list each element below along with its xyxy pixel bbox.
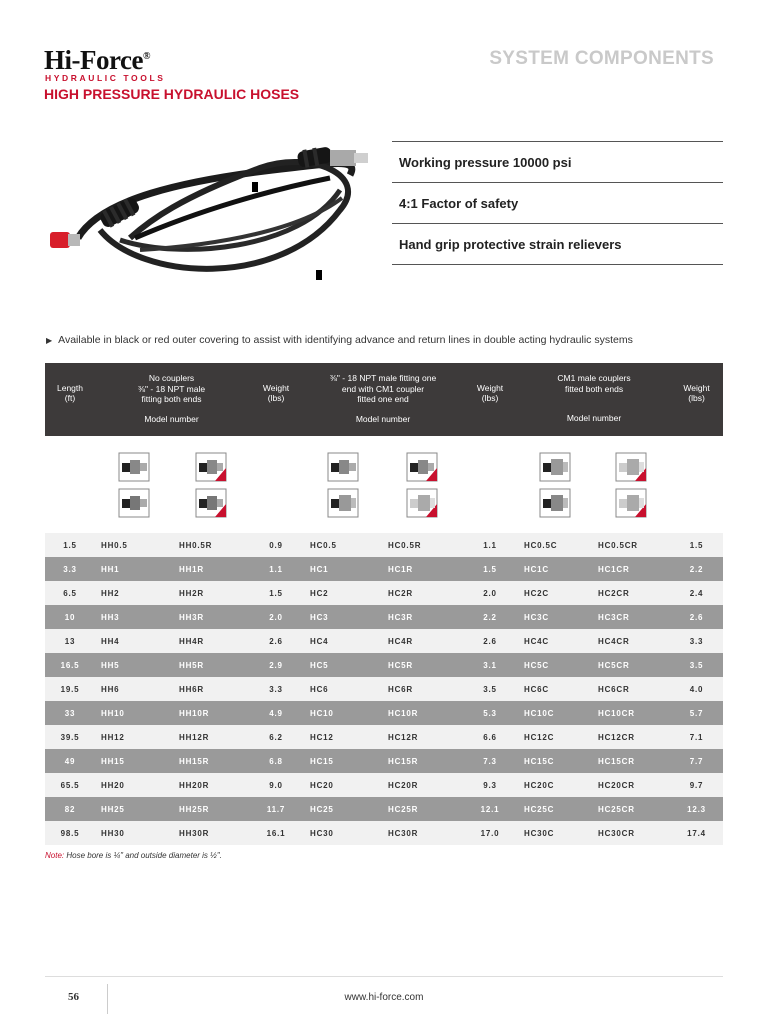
table-cell: HC6CR bbox=[592, 677, 670, 701]
table-cell: HH5R bbox=[173, 653, 248, 677]
table-cell: HH2 bbox=[95, 581, 173, 605]
cm1-couplers-header: CM1 male couplers fitted both ends Model number bbox=[518, 363, 670, 436]
table-cell: 9.3 bbox=[462, 773, 518, 797]
table-cell: 1.1 bbox=[248, 557, 304, 581]
table-cell: HC5C bbox=[518, 653, 592, 677]
table-cell: 6.2 bbox=[248, 725, 304, 749]
table-cell: 17.4 bbox=[670, 821, 723, 845]
table-cell: 2.0 bbox=[462, 581, 518, 605]
table-row bbox=[45, 701, 723, 725]
table-cell: 2.6 bbox=[248, 629, 304, 653]
black-npt-fitting-icon bbox=[118, 452, 150, 482]
table-cell: HH4 bbox=[95, 629, 173, 653]
table-cell: HH3 bbox=[95, 605, 173, 629]
table-row bbox=[45, 653, 723, 677]
page-heading: HIGH PRESSURE HYDRAULIC HOSES bbox=[44, 86, 300, 102]
table-row bbox=[45, 773, 723, 797]
table-cell: HH3R bbox=[173, 605, 248, 629]
feature-item: Working pressure 10000 psi bbox=[392, 142, 723, 183]
page-number: 56 bbox=[68, 991, 79, 1003]
feature-item: 4:1 Factor of safety bbox=[392, 183, 723, 224]
table-cell: HC0.5 bbox=[304, 533, 382, 557]
table-row bbox=[45, 533, 723, 557]
black-cm1-coupler-icon bbox=[327, 488, 359, 518]
table-cell: HC5R bbox=[382, 653, 462, 677]
table-cell: 4.0 bbox=[670, 677, 723, 701]
length-header: Length (ft) bbox=[45, 363, 95, 436]
table-cell: HH30 bbox=[95, 821, 173, 845]
table-cell: HC25 bbox=[304, 797, 382, 821]
table-cell: HH10 bbox=[95, 701, 173, 725]
table-cell: HH10R bbox=[173, 701, 248, 725]
table-row bbox=[45, 677, 723, 701]
table-cell: HH25 bbox=[95, 797, 173, 821]
table-cell: HC30C bbox=[518, 821, 592, 845]
table-cell: HC2CR bbox=[592, 581, 670, 605]
table-cell: HC12R bbox=[382, 725, 462, 749]
table-cell: 2.4 bbox=[670, 581, 723, 605]
table-cell: HC15CR bbox=[592, 749, 670, 773]
brand-logo bbox=[44, 44, 194, 83]
table-cell: HC5 bbox=[304, 653, 382, 677]
table-cell: HC3R bbox=[382, 605, 462, 629]
table-cell: 1.1 bbox=[462, 533, 518, 557]
table-cell: HC30CR bbox=[592, 821, 670, 845]
table-cell: HC1CR bbox=[592, 557, 670, 581]
feature-list bbox=[392, 141, 723, 265]
table-cell: HC6R bbox=[382, 677, 462, 701]
table-cell: 7.3 bbox=[462, 749, 518, 773]
table-cell: 9.0 bbox=[248, 773, 304, 797]
table-cell: 6.8 bbox=[248, 749, 304, 773]
hose-data-rows bbox=[45, 533, 723, 845]
table-cell: HC1C bbox=[518, 557, 592, 581]
table-cell: HC4R bbox=[382, 629, 462, 653]
table-cell: 1.5 bbox=[45, 533, 95, 557]
table-cell: HH20 bbox=[95, 773, 173, 797]
table-cell: 33 bbox=[45, 701, 95, 725]
table-cell: 5.3 bbox=[462, 701, 518, 725]
table-cell: 7.1 bbox=[670, 725, 723, 749]
table-cell: HC3CR bbox=[592, 605, 670, 629]
table-cell: HC4C bbox=[518, 629, 592, 653]
table-cell: 3.1 bbox=[462, 653, 518, 677]
table-cell: 12.1 bbox=[462, 797, 518, 821]
coupler-image-cell bbox=[304, 436, 382, 533]
brand-tagline: HYDRAULIC TOOLS bbox=[45, 73, 166, 83]
one-end-coupler-header: ⅜" - 18 NPT male fitting one end with CM1 coupler fitted one end Model number bbox=[304, 363, 462, 436]
table-cell: 1.5 bbox=[462, 557, 518, 581]
black-npt-fitting-icon bbox=[327, 452, 359, 482]
table-cell: HC15 bbox=[304, 749, 382, 773]
table-cell: HC25C bbox=[518, 797, 592, 821]
model-number-label: Model number bbox=[144, 413, 199, 424]
table-cell: HC3 bbox=[304, 605, 382, 629]
availability-note bbox=[46, 334, 633, 346]
table-cell: HC12C bbox=[518, 725, 592, 749]
footer-url: www.hi-force.com bbox=[344, 992, 424, 1003]
table-cell: 16.5 bbox=[45, 653, 95, 677]
table-cell: HC20C bbox=[518, 773, 592, 797]
table-cell: 11.7 bbox=[248, 797, 304, 821]
table-cell: 82 bbox=[45, 797, 95, 821]
table-cell: 2.6 bbox=[670, 605, 723, 629]
table-cell: HC6C bbox=[518, 677, 592, 701]
red-npt-fitting-icon bbox=[406, 452, 438, 482]
table-cell: 2.6 bbox=[462, 629, 518, 653]
weight-header: Weight (lbs) bbox=[462, 363, 518, 436]
table-cell: 5.7 bbox=[670, 701, 723, 725]
black-cm1-coupler-icon bbox=[539, 452, 571, 482]
table-cell: 2.2 bbox=[670, 557, 723, 581]
table-cell: HC5CR bbox=[592, 653, 670, 677]
table-cell: 3.5 bbox=[670, 653, 723, 677]
table-cell: HC25CR bbox=[592, 797, 670, 821]
table-cell: HH6 bbox=[95, 677, 173, 701]
coupler-image-cell bbox=[592, 436, 670, 533]
table-cell: 1.5 bbox=[670, 533, 723, 557]
table-cell: HC4 bbox=[304, 629, 382, 653]
table-cell: HH0.5 bbox=[95, 533, 173, 557]
table-cell: 3.3 bbox=[45, 557, 95, 581]
table-cell: 10 bbox=[45, 605, 95, 629]
table-row bbox=[45, 749, 723, 773]
table-cell: 6.5 bbox=[45, 581, 95, 605]
table-cell: HH15 bbox=[95, 749, 173, 773]
table-cell: 3.3 bbox=[248, 677, 304, 701]
table-cell: 3.3 bbox=[670, 629, 723, 653]
table-cell: HC2 bbox=[304, 581, 382, 605]
table-cell: 39.5 bbox=[45, 725, 95, 749]
red-cm1-coupler-icon bbox=[406, 488, 438, 518]
table-cell: HH0.5R bbox=[173, 533, 248, 557]
table-cell: HH1 bbox=[95, 557, 173, 581]
black-cm1-coupler-icon bbox=[539, 488, 571, 518]
footer-rule bbox=[45, 976, 723, 977]
table-cell: HH20R bbox=[173, 773, 248, 797]
table-cell: 13 bbox=[45, 629, 95, 653]
table-cell: HC25R bbox=[382, 797, 462, 821]
table-cell: 6.6 bbox=[462, 725, 518, 749]
table-cell: 16.1 bbox=[248, 821, 304, 845]
table-cell: HC0.5R bbox=[382, 533, 462, 557]
table-row bbox=[45, 821, 723, 845]
table-row bbox=[45, 605, 723, 629]
table-row bbox=[45, 629, 723, 653]
table-cell: HC10R bbox=[382, 701, 462, 725]
table-cell: HC30 bbox=[304, 821, 382, 845]
table-cell: HC0.5C bbox=[518, 533, 592, 557]
weight-header: Weight (lbs) bbox=[670, 363, 723, 436]
table-cell: 2.9 bbox=[248, 653, 304, 677]
table-cell: HC10CR bbox=[592, 701, 670, 725]
hose-spec-table bbox=[45, 363, 723, 845]
no-couplers-header: No couplers ⅜" - 18 NPT male fitting both ends Model number bbox=[95, 363, 248, 436]
table-cell: 2.2 bbox=[462, 605, 518, 629]
table-cell: 7.7 bbox=[670, 749, 723, 773]
red-cm1-coupler-icon bbox=[615, 452, 647, 482]
weight-header: Weight (lbs) bbox=[248, 363, 304, 436]
table-cell: HH5 bbox=[95, 653, 173, 677]
table-cell: 1.5 bbox=[248, 581, 304, 605]
note-text: Hose bore is ¼" and outside diameter is ½". bbox=[64, 851, 222, 860]
table-cell: HC1R bbox=[382, 557, 462, 581]
feature-item: Hand grip protective strain relievers bbox=[392, 224, 723, 265]
hose-bore-note bbox=[45, 851, 222, 860]
coupler-image-row bbox=[45, 436, 723, 533]
table-cell: HH25R bbox=[173, 797, 248, 821]
table-cell: HC0.5CR bbox=[592, 533, 670, 557]
table-cell: HC4CR bbox=[592, 629, 670, 653]
table-cell: HH1R bbox=[173, 557, 248, 581]
red-cm1-coupler-icon bbox=[615, 488, 647, 518]
table-cell: HH4R bbox=[173, 629, 248, 653]
table-cell: HH15R bbox=[173, 749, 248, 773]
table-cell: HH2R bbox=[173, 581, 248, 605]
black-npt-fitting-icon bbox=[118, 488, 150, 518]
coupler-image-cell bbox=[173, 436, 248, 533]
table-cell: 65.5 bbox=[45, 773, 95, 797]
table-cell: 98.5 bbox=[45, 821, 95, 845]
table-cell: 0.9 bbox=[248, 533, 304, 557]
table-cell: HC15R bbox=[382, 749, 462, 773]
table-row bbox=[45, 557, 723, 581]
model-number-label: Model number bbox=[355, 413, 411, 424]
table-cell: 4.9 bbox=[248, 701, 304, 725]
table-cell: HC2C bbox=[518, 581, 592, 605]
table-row bbox=[45, 797, 723, 821]
table-cell: HH30R bbox=[173, 821, 248, 845]
table-cell: HC12 bbox=[304, 725, 382, 749]
table-cell: HH6R bbox=[173, 677, 248, 701]
hydraulic-hose-image bbox=[40, 120, 380, 320]
table-cell: HC12CR bbox=[592, 725, 670, 749]
red-npt-fitting-icon bbox=[195, 452, 227, 482]
brand-name: Hi-Force bbox=[44, 45, 143, 75]
table-cell: HC15C bbox=[518, 749, 592, 773]
table-cell: 19.5 bbox=[45, 677, 95, 701]
table-cell: 12.3 bbox=[670, 797, 723, 821]
table-cell: HC30R bbox=[382, 821, 462, 845]
table-cell: HC3C bbox=[518, 605, 592, 629]
availability-text: Available in black or red outer covering to assist with identifying advance and return lines in double acting hydraulic systems bbox=[58, 334, 633, 346]
table-cell: HC20CR bbox=[592, 773, 670, 797]
registered-mark: ® bbox=[142, 51, 150, 62]
red-npt-fitting-icon bbox=[195, 488, 227, 518]
table-row bbox=[45, 725, 723, 749]
coupler-image-cell bbox=[518, 436, 592, 533]
table-cell: HC10C bbox=[518, 701, 592, 725]
table-cell: HH12R bbox=[173, 725, 248, 749]
model-number-label: Model number bbox=[566, 413, 622, 423]
table-cell: HC6 bbox=[304, 677, 382, 701]
table-cell: 2.0 bbox=[248, 605, 304, 629]
table-cell: 9.7 bbox=[670, 773, 723, 797]
table-cell: HH12 bbox=[95, 725, 173, 749]
table-cell: 3.5 bbox=[462, 677, 518, 701]
table-cell: HC10 bbox=[304, 701, 382, 725]
coupler-image-cell bbox=[95, 436, 173, 533]
table-row bbox=[45, 581, 723, 605]
table-cell: HC20R bbox=[382, 773, 462, 797]
table-cell: 17.0 bbox=[462, 821, 518, 845]
coupler-image-cell bbox=[382, 436, 462, 533]
section-title: SYSTEM COMPONENTS bbox=[489, 48, 714, 69]
table-cell: HC2R bbox=[382, 581, 462, 605]
table-cell: HC1 bbox=[304, 557, 382, 581]
note-label: Note: bbox=[45, 851, 65, 860]
triangle-bullet-icon: ▶ bbox=[46, 335, 53, 345]
table-cell: 49 bbox=[45, 749, 95, 773]
table-cell: HC20 bbox=[304, 773, 382, 797]
